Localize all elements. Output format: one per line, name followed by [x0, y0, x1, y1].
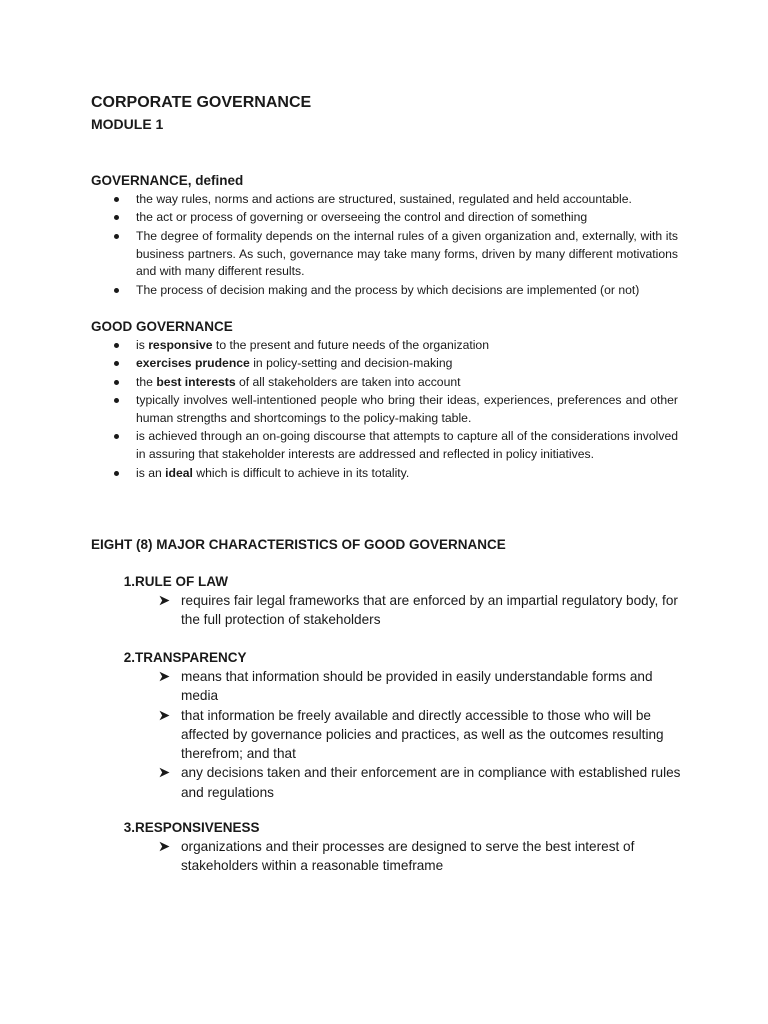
- bullet-icon: [114, 197, 119, 202]
- list-item: requires fair legal frameworks that are enforced by an impartial regulatory body, for the full protection of stakeholders: [91, 591, 681, 630]
- good-governance-list: [91, 337, 678, 483]
- document-subtitle: MODULE 1: [91, 116, 164, 132]
- list-item: means that information should be provided in easily understandable forms and media: [91, 667, 681, 706]
- item-number: 3.: [123, 820, 135, 835]
- list-item: is an ideal which is difficult to achieve in its totality.: [91, 465, 678, 483]
- bullet-icon: [114, 215, 119, 220]
- bullet-icon: [114, 380, 119, 385]
- document-title: CORPORATE GOVERNANCE: [91, 94, 312, 111]
- list-item: typically involves well-intentioned people who bring their ideas, experiences, preferences and other human strengths and shortcomings to the policy-making table.: [91, 392, 678, 428]
- bullet-icon: [114, 434, 119, 439]
- bullet-icon: [114, 471, 119, 476]
- arrow-list: [91, 667, 691, 802]
- list-item: the act or process of governing or overseeing the control and direction of something: [91, 209, 678, 227]
- bullet-icon: [114, 343, 119, 348]
- list-item: The process of decision making and the process by which decisions are implemented (or not): [91, 282, 678, 300]
- bullet-icon: [114, 398, 119, 403]
- list-item: the best interests of all stakeholders are taken into account: [91, 374, 678, 392]
- bullet-icon: [114, 361, 119, 366]
- characteristic-transparency: [91, 650, 691, 802]
- arrow-bullet-icon: [159, 710, 170, 721]
- governance-heading: GOVERNANCE, defined: [91, 173, 244, 188]
- bullet-icon: [114, 234, 119, 239]
- characteristics-heading: EIGHT (8) MAJOR CHARACTERISTICS OF GOOD GOVERNANCE: [91, 537, 506, 552]
- arrow-list: [91, 837, 691, 876]
- list-item: organizations and their processes are designed to serve the best interest of stakeholders within a reasonable timeframe: [91, 837, 681, 876]
- list-item: The degree of formality depends on the internal rules of a given organization and, externally, with its business partners. As such, governance may take many forms, driven by many different motivations and with many different results.: [91, 228, 678, 281]
- characteristic-responsiveness: [91, 820, 691, 876]
- characteristic-title: RESPONSIVENESS: [135, 820, 260, 835]
- item-number: 1.: [123, 574, 135, 589]
- governance-list: [91, 191, 678, 300]
- arrow-bullet-icon: [159, 841, 170, 852]
- characteristic-title: TRANSPARENCY: [135, 650, 247, 665]
- list-item: the way rules, norms and actions are structured, sustained, regulated and held accountable.: [91, 191, 678, 209]
- list-item: is responsive to the present and future needs of the organization: [91, 337, 678, 355]
- list-item: any decisions taken and their enforcement are in compliance with established rules and regulations: [91, 763, 681, 802]
- arrow-bullet-icon: [159, 671, 170, 682]
- list-item: that information be freely available and directly accessible to those who will be affected by governance policies and practices, as well as the outcomes resulting therefrom; and that: [91, 706, 681, 764]
- good-governance-heading: GOOD GOVERNANCE: [91, 319, 233, 334]
- list-item: is achieved through an on-going discourse that attempts to capture all of the considerations involved in assuring that stakeholder interests are addressed and reflected in policy initiatives.: [91, 428, 678, 464]
- item-number: 2.: [123, 650, 135, 665]
- bullet-icon: [114, 288, 119, 293]
- arrow-list: [91, 591, 691, 630]
- arrow-bullet-icon: [159, 767, 170, 778]
- characteristic-rule-of-law: [91, 574, 691, 630]
- arrow-bullet-icon: [159, 595, 170, 606]
- list-item: exercises prudence in policy-setting and decision-making: [91, 355, 678, 373]
- characteristic-title: RULE OF LAW: [135, 574, 228, 589]
